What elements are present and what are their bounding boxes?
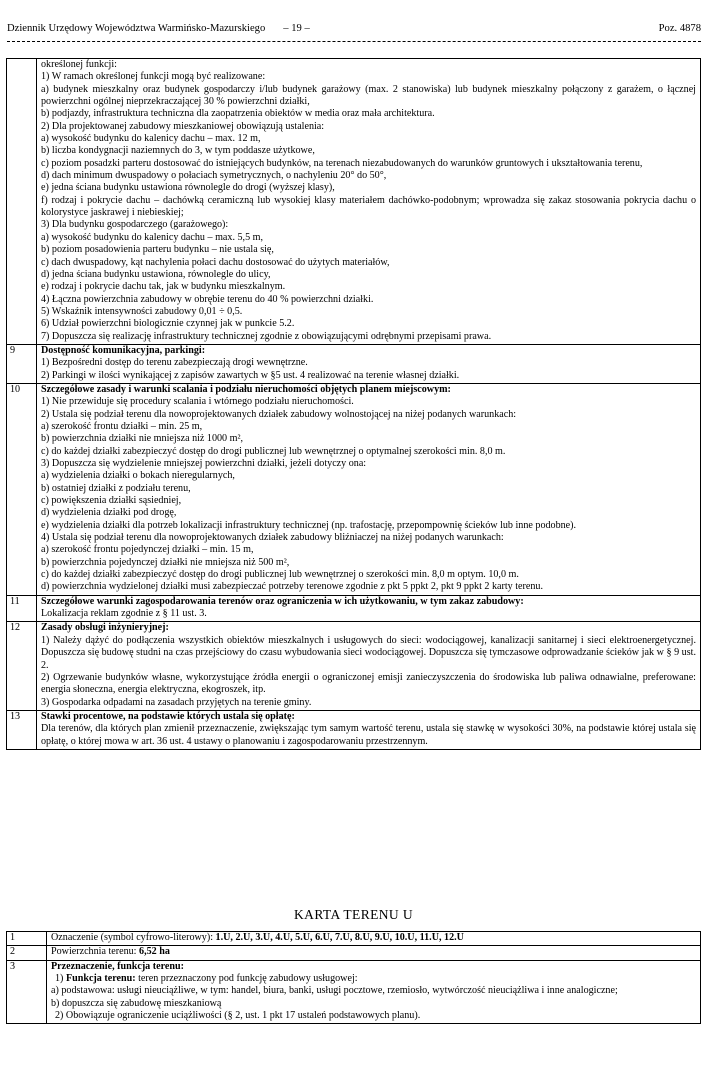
text-line: określonej funkcji: <box>41 59 117 70</box>
table-row <box>7 383 701 595</box>
text-line: c) poziom posadzki parteru dostosować do istniejących budynków, na terenach niezabudowanych do warunków gruntowych i ukształtowania terenu, <box>41 157 643 169</box>
text-line: a) budynek mieszkalny oraz budynek gospodarczy i/lub budynek garażowy (max. 2 stanowiska) lub budynek mieszkalny połączony z garażem, o łącznej powierzchni ogólnej nieprzekraczającej 30 % powierzchni działki, <box>41 83 696 108</box>
land-card-table-continued <box>6 58 701 750</box>
symbol-value: 1.U, 2.U, 3.U, 4.U, 5.U, 6.U, 7.U, 8.U, 9.U, 10.U, 11.U, 12.U <box>215 932 464 943</box>
text-line: b) ostatniej działki z podziału terenu, <box>41 482 191 494</box>
text-line: b) podjazdy, infrastruktura techniczna dla zaopatrzenia obiektów w media oraz mała architektura. <box>41 108 435 120</box>
row-content-cell <box>37 710 701 749</box>
text-line: 2) Parkingi w ilości wynikającej z zapisów zawartych w §5 ust. 4 realizować na terenie własnej działki. <box>41 369 460 381</box>
text-line: c) do każdej działki zabezpieczyć dostęp do drogi publicznej lub wewnętrznej o optymalnej szerokości min. 8,0 m. <box>41 445 506 457</box>
card-title: KARTA TERENU U <box>294 907 413 922</box>
area-label: Powierzchnia terenu: <box>51 946 140 958</box>
row-number-cell: 12 <box>7 622 37 710</box>
text-line: a) podstawowa: usługi nieuciążliwe, w tym: handel, biura, banki, usługi pocztowe, rzemiosło, wytwórczość nieuciążliwa i inne analogiczne; <box>51 985 618 997</box>
text-line: 4) Ustala się podział terenu dla nowoprojektowanych działek zabudowy bliźniaczej na niżej podanych warunkach: <box>41 532 504 544</box>
text-line: 2) Dla projektowanej zabudowy mieszkaniowej obowiązują ustalenia: <box>41 120 325 132</box>
land-card-table-u <box>6 931 701 1024</box>
table-row <box>7 960 701 1024</box>
section-heading: Zasady obsługi inżynieryjnej: <box>41 622 169 634</box>
text-line: e) rodzaj i pokrycie dachu tak, jak w budynku mieszkalnym. <box>41 281 286 293</box>
text-line: b) powierzchnia działki nie mniejsza niż 1000 m², <box>41 433 244 445</box>
section-heading: Szczegółowe warunki zagospodarowania terenów oraz ograniczenia w ich użytkowaniu, w tym zakaz zabudowy: <box>41 595 524 607</box>
text-line: f) rodzaj i pokrycie dachu – dachówką ceramiczną lub wysokiej klasy materiałem dachówko-podobnym; wprowadza się zakaz stosowania pokrycia dachu o kolorystyce jaskrawej i niebieskiej; <box>41 194 696 219</box>
text-line: c) do każdej działki zabezpieczyć dostęp do drogi publicznej lub wewnętrznej o szerokości min. 8,0 m optym. 10,0 m. <box>41 569 519 581</box>
page-number: – 19 – <box>283 23 310 34</box>
text-line: d) dach minimum dwuspadowy o połaciach symetrycznych, o nachyleniu 20° do 50°, <box>41 170 387 182</box>
section-heading: Szczegółowe zasady i warunki scalania i podziału nieruchomości objętych planem miejscowym: <box>41 383 451 395</box>
text-line: a) wysokość budynku do kalenicy dachu – max. 12 m, <box>41 133 261 145</box>
text-line: a) wysokość budynku do kalenicy dachu – max. 5,5 m, <box>41 231 264 243</box>
text-line: 1) Nie przewiduje się procedury scalania i wtórnego podziału nieruchomości. <box>41 396 354 408</box>
text-line: b) poziom posadowienia parteru budynku – nie ustala się, <box>41 244 274 256</box>
table-row <box>7 595 701 622</box>
row-number-cell: 2 <box>7 946 47 960</box>
text-line: b) powierzchnia pojedynczej działki nie mniejsza niż 500 m², <box>41 556 290 568</box>
text-line: e) jedna ściana budynku ustawiona równolegle do drogi (wyższej klasy), <box>41 182 335 194</box>
symbol-label: Oznaczenie (symbol cyfrowo-literowy): <box>51 932 216 943</box>
position-number: Poz. 4878 <box>658 23 701 34</box>
section-heading: Stawki procentowe, na podstawie których ustala się opłatę: <box>41 710 295 722</box>
text-line: 6) Udział powierzchni biologicznie czynnej jak w punkcie 5.2. <box>41 318 295 330</box>
section-heading: Dostępność komunikacyjna, parkingi: <box>41 344 206 356</box>
row-content-cell <box>37 344 701 383</box>
table-row <box>7 59 701 345</box>
text-line: c) powiększenia działki sąsiedniej, <box>41 495 182 507</box>
text-line <box>51 973 696 985</box>
text-line: b) dopuszcza się zabudowę mieszkaniową <box>51 997 222 1009</box>
text-line: 7) Dopuszcza się realizację infrastruktury technicznej zgodnie z obowiązującymi odrębnymi przepisami prawa. <box>41 330 492 342</box>
function-prefix: 1) <box>55 973 66 985</box>
text-line: 3) Dla budynku gospodarczego (garażowego): <box>41 219 229 231</box>
journal-title: Dziennik Urzędowy Województwa Warmińsko-Mazurskiego <box>7 23 266 34</box>
row-content-cell <box>47 946 701 960</box>
text-line: 5) Wskaźnik intensywności zabudowy 0,01 ÷ 0,5. <box>41 305 243 317</box>
text-line: 1) W ramach określonej funkcji mogą być realizowane: <box>41 71 266 83</box>
row-content-cell <box>47 932 701 946</box>
text-line: Lokalizacja reklam zgodnie z § 11 ust. 3. <box>41 608 207 620</box>
page-header <box>7 22 701 36</box>
text-line: 1) Bezpośredni dostęp do terenu zabezpieczają drogi wewnętrzne. <box>41 357 308 369</box>
row-number-cell: 3 <box>7 960 47 1024</box>
row-content-cell <box>37 622 701 710</box>
row-content-cell <box>37 59 701 345</box>
text-line: c) dach dwuspadowy, kąt nachylenia połaci dachu dostosować do użytych materiałów, <box>41 256 390 268</box>
function-label: Funkcja terenu: <box>65 973 136 985</box>
text-line: Dla terenów, dla których plan zmienił przeznaczenie, zwiększając tym samym wartość terenu, ustala się stawkę w wysokości 30%, na podstawie której ustala się opłatę, o której mowa w art. 36 ust. 4 ustawy o planowaniu i zagospodarowaniu przestrzennym. <box>41 723 696 747</box>
function-text: teren przeznaczony pod funkcję zabudowy usługowej: <box>135 973 358 985</box>
text-line: 4) Łączna powierzchnia zabudowy w obrębie terenu do 40 % powierzchni działki. <box>41 293 374 305</box>
header-left <box>7 22 310 36</box>
text-line: d) powierzchnia wydzielonej działki musi zabezpieczać potrzeby terenowe zgodnie z pkt 5 ppkt 2, pkt 9 ppkt 2 karty terenu. <box>41 581 543 593</box>
text-line: 2) Ustala się podział terenu dla nowoprojektowanych działek zabudowy wolnostojącej na niżej podanych warunkach: <box>41 408 517 420</box>
text-line: b) liczba kondygnacji naziemnych do 3, w tym poddasze użytkowe, <box>41 145 315 157</box>
section-heading: Przeznaczenie, funkcja terenu: <box>51 960 184 972</box>
row-content-cell <box>37 595 701 622</box>
row-content-cell <box>37 383 701 595</box>
text-line: 2) Ogrzewanie budynków własne, wykorzystujące źródła energii o ograniczonej emisji zanieczyszczenia do środowiska lub paliwa odnawialne, preferowane: energia słoneczna, energia elektryczna, ekogroszek, itp. <box>41 671 696 696</box>
text-line: 3) Dopuszcza się wydzielenie mniejszej powierzchni działki, jeżeli dotyczy ona: <box>41 458 367 469</box>
row-number-cell <box>7 59 37 345</box>
text-line: a) wydzielenia działki o bokach nieregularnych, <box>41 470 235 482</box>
table-row <box>7 344 701 383</box>
text-line: a) szerokość frontu pojedynczej działki – min. 15 m, <box>41 544 254 556</box>
text-line: 1) Należy dążyć do podłączenia wszystkich obiektów mieszkalnych i usługowych do sieci: wodociągowej, kanalizacji sanitarnej i sieci elektroenergetycznej. Dopuszcza się budowę studni na czas przejściowy do czasu wybudowania sieci wodociągowej. Dopuszcza się tymczasowe odprowadzanie ścieków jak w § 9 ust. 2. <box>41 634 696 671</box>
row-number-cell: 11 <box>7 595 37 622</box>
row-number-cell: 13 <box>7 710 37 749</box>
text-line: e) wydzielenia działki dla potrzeb lokalizacji infrastruktury technicznej (np. trafostację, przepompownię ścieków lub inne podobne). <box>41 519 577 531</box>
row-number-cell: 1 <box>7 932 47 946</box>
row-number-cell: 9 <box>7 344 37 383</box>
header-divider <box>7 41 701 42</box>
row-number-cell: 10 <box>7 383 37 595</box>
area-value: 6,52 ha <box>139 946 170 958</box>
text-line: a) szerokość frontu działki – min. 25 m, <box>41 420 203 432</box>
text-line: 2) Obowiązuje ograniczenie uciążliwości (§ 2, ust. 1 pkt 17 ustaleń podstawowych planu). <box>55 1010 421 1022</box>
table-row <box>7 946 701 960</box>
text-line: d) jedna ściana budynku ustawiona, równolegle do ulicy, <box>41 268 271 280</box>
table-row <box>7 622 701 710</box>
row-content-cell <box>47 960 701 1024</box>
table-row <box>7 710 701 749</box>
table-row <box>7 932 701 946</box>
text-line: 3) Gospodarka odpadami na zasadach przyjętych na terenie gminy. <box>41 696 312 708</box>
text-line: d) wydzielenia działki pod drogę, <box>41 507 177 519</box>
